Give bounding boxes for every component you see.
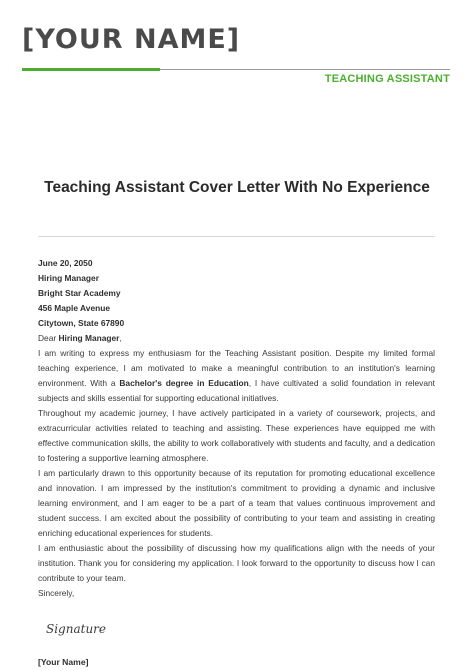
- title-divider: [38, 236, 435, 237]
- recipient-name: Hiring Manager: [38, 273, 99, 283]
- paragraph-4: I am enthusiastic about the possibility of discussing how my qualifications align with the needs of your institution. Thank you for considering my application. I look forward to the opportunity to discuss how I can contribute to your team.: [38, 543, 435, 583]
- paragraph-3: I am particularly drawn to this opportunity because of its reputation for promoting educational excellence and innovation. I am impressed by the institution's commitment to providing a dynamic and inclusive learning environment, and I am eager to be a part of a team that values continuous improvement and student success. I am excited about the possibility of contributing to your team and assisting in creating enriching educational experiences for students.: [38, 468, 435, 538]
- degree-highlight: Bachelor's degree in Education: [119, 378, 249, 388]
- recipient-street: 456 Maple Avenue: [38, 303, 110, 313]
- recipient-city: Citytown, State 67890: [38, 318, 125, 328]
- signature: Signature: [46, 622, 107, 636]
- header-divider: [160, 69, 450, 70]
- recipient-company: Bright Star Academy: [38, 288, 121, 298]
- sign-name: [Your Name]: [38, 657, 89, 667]
- salutation-suffix: ,: [119, 333, 122, 343]
- letter-date: June 20, 2050: [38, 258, 93, 268]
- paragraph-2: Throughout my academic journey, I have actively participated in a variety of coursework, projects, and extracurricular activities related to teaching and assisting. These experiences have equipped me with effective communication skills, the ability to work collaboratively with students and faculty, and a dedication to fostering a supportive learning atmosphere.: [38, 408, 435, 463]
- salutation-prefix: Dear: [38, 333, 59, 343]
- header-role: TEACHING ASSISTANT: [324, 73, 450, 85]
- salutation: [38, 331, 435, 346]
- paragraph-1: [38, 346, 435, 406]
- paragraph-1-intro: I am writing to express my enthusiasm for the Teaching Assistant position. Despite my limited formal teaching experience, I am motivated to make a meaningful contribution to an institution's learning environment. With a: [38, 348, 435, 388]
- closing: Sincerely,: [38, 588, 75, 598]
- salutation-name: Hiring Manager: [58, 333, 120, 343]
- header-name: [YOUR NAME]: [22, 24, 241, 55]
- letter-body: [38, 256, 435, 601]
- header-accent-rule: [22, 68, 160, 71]
- letter-title: Teaching Assistant Cover Letter With No Experience: [44, 179, 430, 196]
- paragraph-1-rest: , I have cultivated a solid foundation in relevant subjects and skills essential for supporting educational initiatives.: [38, 378, 436, 403]
